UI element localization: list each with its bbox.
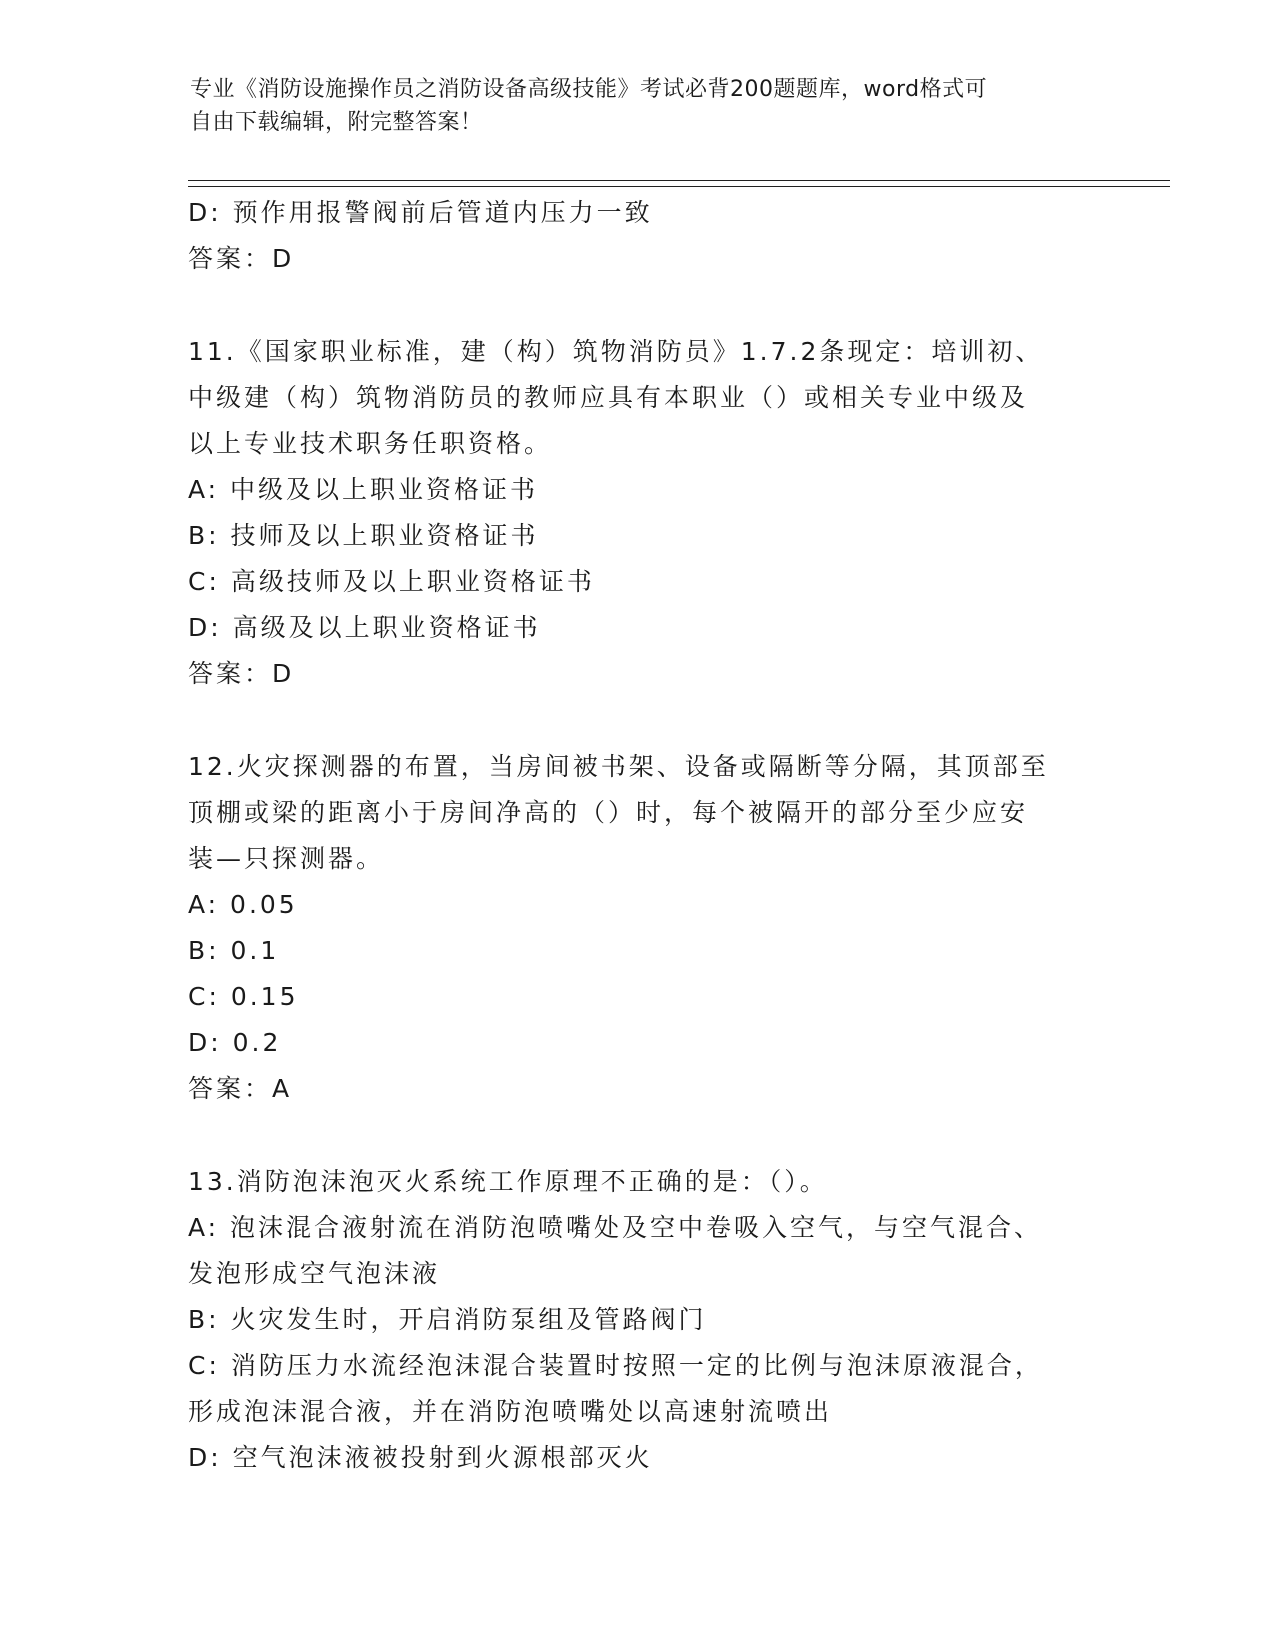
question-11-option-b: B: 技师及以上职业资格证书 — [188, 521, 539, 550]
question-10-tail — [188, 190, 1088, 282]
question-11-option-d: D: 高级及以上职业资格证书 — [188, 613, 541, 642]
question-10-option-d: D: 预作用报警阀前后管道内压力一致 — [188, 198, 653, 227]
question-11-answer: 答案：D — [188, 659, 295, 688]
header-rule-top — [188, 180, 1170, 181]
question-11-stem-line-2: 中级建（构）筑物消防员的教师应具有本职业（）或相关专业中级及 — [188, 383, 1029, 412]
question-12-option-d: D: 0.2 — [188, 1028, 282, 1057]
question-13-option-a-line-1: A: 泡沫混合液射流在消防泡喷嘴处及空中卷吸入空气，与空气混合、 — [188, 1213, 1043, 1242]
question-12-stem-line-3: 装—只探测器。 — [188, 844, 385, 873]
question-13 — [188, 1159, 1088, 1481]
question-13-option-c-line-2: 形成泡沫混合液，并在消防泡喷嘴处以高速射流喷出 — [188, 1397, 833, 1426]
question-13-stem-line-1: 13.消防泡沫泡灭火系统工作原理不正确的是：（）。 — [188, 1167, 828, 1196]
question-10-answer: 答案：D — [188, 244, 295, 273]
question-11 — [188, 329, 1088, 697]
question-12-answer: 答案：A — [188, 1074, 293, 1103]
question-12 — [188, 744, 1088, 1112]
header-rule-bottom — [188, 186, 1170, 187]
question-12-option-a: A: 0.05 — [188, 890, 298, 919]
question-12-stem-line-2: 顶棚或梁的距离小于房间净高的（）时，每个被隔开的部分至少应安 — [188, 798, 1029, 827]
question-13-option-b: B: 火灾发生时，开启消防泵组及管路阀门 — [188, 1305, 707, 1334]
question-13-option-c-line-1: C: 消防压力水流经泡沫混合装置时按照一定的比例与泡沫原液混合， — [188, 1351, 1043, 1380]
header-line-2: 自由下载编辑，附完整答案！ — [190, 110, 483, 135]
question-11-stem-line-3: 以上专业技术职务任职资格。 — [188, 429, 553, 458]
document-body — [188, 190, 1088, 1481]
header-line-1: 专业《消防设施操作员之消防设备高级技能》考试必背200题题库，word格式可 — [190, 77, 988, 102]
question-11-option-c: C: 高级技师及以上职业资格证书 — [188, 567, 595, 596]
question-12-stem-line-1: 12.火灾探测器的布置，当房间被书架、设备或隔断等分隔，其顶部至 — [188, 752, 1049, 781]
question-12-option-b: B: 0.1 — [188, 936, 280, 965]
document-header — [190, 73, 1070, 139]
question-13-option-a-line-2: 发泡形成空气泡沫液 — [188, 1259, 441, 1288]
question-13-option-d: D: 空气泡沫液被投射到火源根部灭火 — [188, 1443, 653, 1472]
question-12-option-c: C: 0.15 — [188, 982, 299, 1011]
question-11-stem-line-1: 11.《国家职业标准，建（构）筑物消防员》1.7.2条现定：培训初、 — [188, 337, 1044, 366]
question-11-option-a: A: 中级及以上职业资格证书 — [188, 475, 539, 504]
